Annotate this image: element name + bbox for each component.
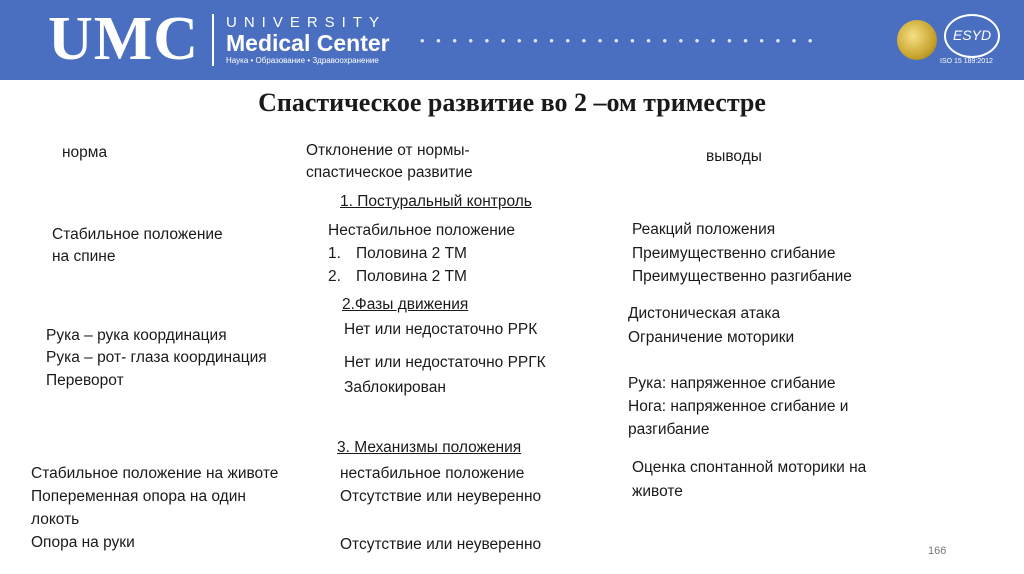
list-text: Половина 2 ТМ bbox=[356, 268, 467, 285]
norm-text: локоть bbox=[31, 511, 80, 528]
column-header-deviation-line1: Отклонение от нормы- bbox=[306, 142, 470, 159]
norm-text: Переворот bbox=[46, 372, 124, 389]
norm-text: Рука – рот- глаза координация bbox=[46, 349, 267, 366]
header-dots-decoration: • • • • • • • • • • • • • • • • • • • • • • • • • bbox=[420, 33, 817, 48]
norm-text: Опора на руки bbox=[31, 534, 135, 551]
section-heading-postural: 1. Постуральный контроль bbox=[340, 193, 532, 210]
conclusion-text: животе bbox=[632, 483, 683, 500]
conclusion-text: разгибание bbox=[628, 421, 710, 438]
section-heading-movement-phases: 2.Фазы движения bbox=[342, 296, 469, 313]
deviation-text: Нет или недостаточно РРК bbox=[344, 321, 538, 338]
umc-logo: UMC bbox=[48, 5, 200, 73]
norm-text: Попеременная опора на один bbox=[31, 488, 246, 505]
logo-medical-center-text: Medical Center bbox=[226, 30, 390, 56]
page-number: 166 bbox=[928, 545, 947, 557]
conclusion-text: Рука: напряженное сгибание bbox=[628, 375, 836, 392]
slide-title: Спастическое развитие во 2 –ом триместре bbox=[258, 88, 766, 117]
deviation-text: Отсутствие или неуверенно bbox=[340, 488, 542, 505]
deviation-text: нестабильное положение bbox=[340, 465, 525, 482]
list-number: 1. bbox=[328, 245, 341, 262]
header-banner bbox=[0, 0, 1024, 80]
section-heading-position-mechanisms: 3. Механизмы положения bbox=[337, 439, 522, 456]
iso-caption: ISO 15 189:2012 bbox=[940, 58, 993, 65]
deviation-text: Нет или недостаточно РРГК bbox=[344, 354, 546, 371]
esyd-badge-icon: ESYD bbox=[944, 14, 1000, 58]
deviation-text: Нестабильное положение bbox=[328, 222, 516, 239]
conclusion-text: Нога: напряженное сгибание и bbox=[628, 398, 849, 415]
norm-text: Стабильное положение на животе bbox=[31, 465, 279, 482]
conclusion-text: Оценка спонтанной моторики на bbox=[632, 459, 867, 476]
conclusion-text: Реакций положения bbox=[632, 221, 776, 238]
conclusion-text: Ограничение моторики bbox=[628, 329, 795, 346]
logo-divider bbox=[212, 14, 214, 66]
conclusion-text: Преимущественно разгибание bbox=[632, 268, 852, 285]
column-header-conclusions: выводы bbox=[706, 148, 762, 165]
norm-text: Стабильное положение bbox=[52, 226, 223, 243]
norm-text: Рука – рука координация bbox=[46, 327, 227, 344]
deviation-text: Отсутствие или неуверенно bbox=[340, 536, 542, 553]
norm-text: на спине bbox=[52, 248, 116, 265]
deviation-list-item bbox=[328, 266, 467, 288]
logo-tagline: Наука • Образование • Здравоохранение bbox=[226, 56, 379, 65]
gold-seal-icon bbox=[897, 20, 937, 60]
list-text: Половина 2 ТМ bbox=[356, 245, 467, 262]
column-header-norm: норма bbox=[62, 144, 108, 161]
logo-university-text: UNIVERSITY bbox=[226, 14, 387, 31]
deviation-text: Заблокирован bbox=[344, 379, 446, 396]
list-number: 2. bbox=[328, 268, 341, 285]
column-header-deviation-line2: спастическое развитие bbox=[306, 164, 473, 181]
deviation-list-item bbox=[328, 243, 467, 265]
conclusion-text: Дистоническая атака bbox=[628, 305, 781, 322]
conclusion-text: Преимущественно сгибание bbox=[632, 245, 836, 262]
